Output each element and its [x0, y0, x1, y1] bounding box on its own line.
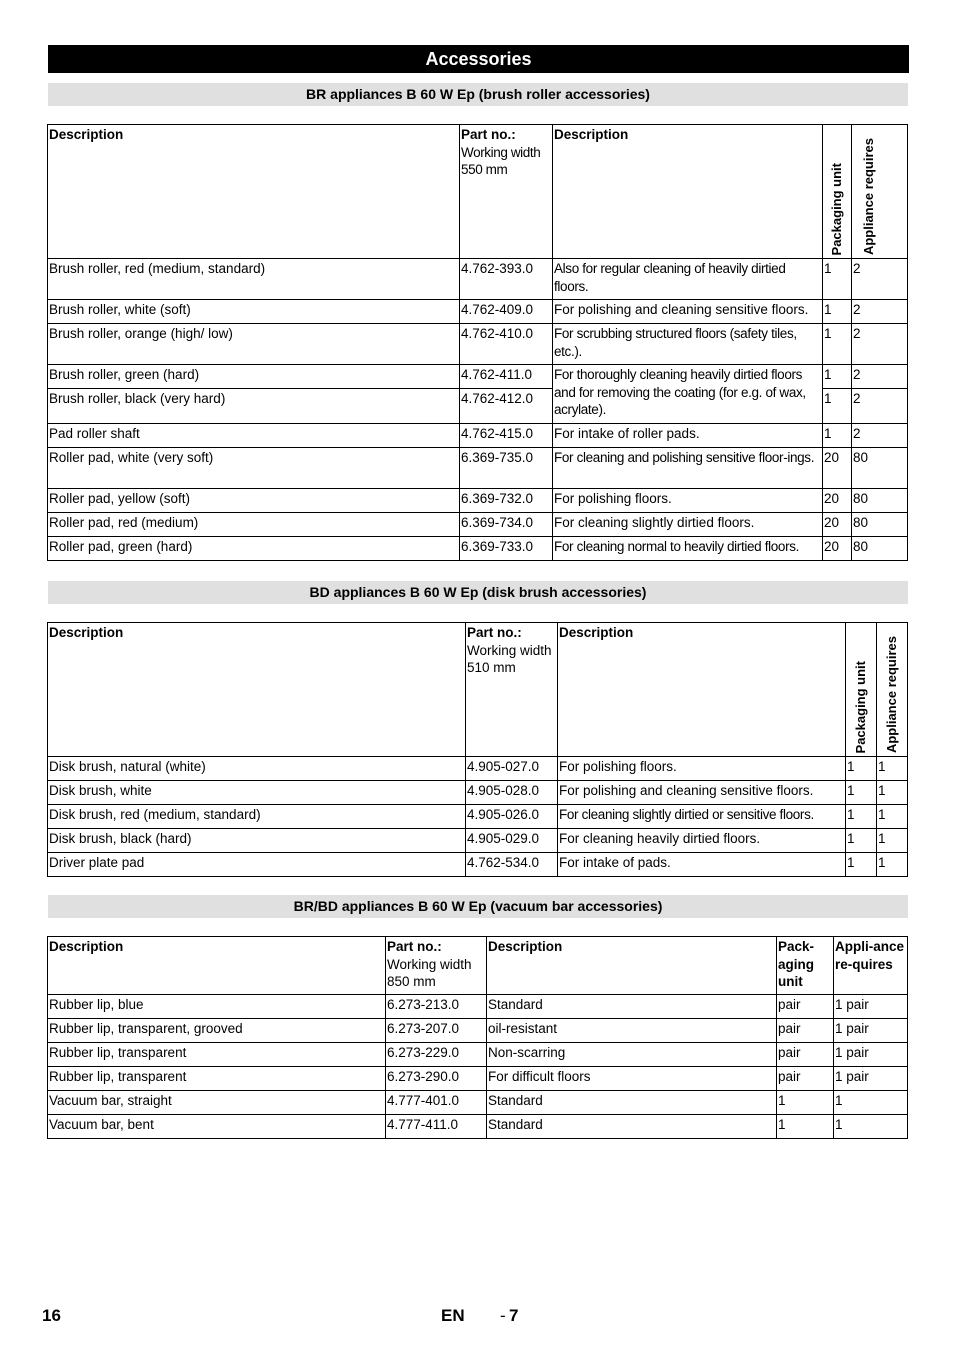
cell-packaging-unit: 1: [823, 324, 852, 365]
cell-usage: For polishing floors.: [558, 757, 846, 781]
cell-packaging-unit: 1: [846, 829, 877, 853]
cell-description: Brush roller, red (medium, standard): [48, 259, 460, 300]
col-description-2: Description: [558, 623, 846, 757]
cell-packaging-unit: 1: [777, 1115, 834, 1139]
col-part-no: Part no.: Working width 850 mm: [386, 937, 487, 995]
footer-dash: -: [500, 1306, 506, 1325]
cell-usage: For cleaning and polishing sensitive floor-ings.: [553, 448, 823, 489]
table-row: [48, 424, 908, 448]
cell-description: Disk brush, red (medium, standard): [48, 805, 466, 829]
cell-packaging-unit: 1: [777, 1091, 834, 1115]
table-row: [48, 365, 908, 389]
cell-description: Vacuum bar, bent: [48, 1115, 386, 1139]
cell-usage: For scrubbing structured floors (safety tiles, etc.).: [553, 324, 823, 365]
cell-part-no: 6.273-290.0: [386, 1067, 487, 1091]
cell-description: Brush roller, black (very hard): [48, 389, 460, 424]
cell-usage: For polishing floors.: [553, 489, 823, 513]
cell-part-no: 4.762-412.0: [460, 389, 553, 424]
cell-packaging-unit: 20: [823, 513, 852, 537]
col-packaging-unit: Pack-aging unit: [777, 937, 834, 995]
table-row: [48, 1067, 908, 1091]
table-header-row: [48, 623, 908, 757]
col-appliance-requires: Appliance requires: [852, 125, 908, 259]
br-accessories-table: [47, 124, 908, 561]
col-packaging-unit: Packaging unit: [846, 623, 877, 757]
section-heading-vacuum: BR/BD appliances B 60 W Ep (vacuum bar accessories): [48, 895, 908, 918]
cell-appliance-requires: 1: [834, 1115, 908, 1139]
cell-usage: oil-resistant: [487, 1019, 777, 1043]
cell-part-no: 6.369-734.0: [460, 513, 553, 537]
cell-description: Brush roller, green (hard): [48, 365, 460, 389]
col-packaging-unit: Packaging unit: [823, 125, 852, 259]
cell-appliance-requires: 2: [852, 424, 908, 448]
bd-accessories-table: [47, 622, 908, 877]
cell-description: Roller pad, green (hard): [48, 537, 460, 561]
cell-usage: For polishing and cleaning sensitive floors.: [558, 781, 846, 805]
cell-packaging-unit: 1: [823, 259, 852, 300]
cell-appliance-requires: 80: [852, 448, 908, 489]
table-row: [48, 1091, 908, 1115]
cell-packaging-unit: pair: [777, 995, 834, 1019]
table-row: [48, 300, 908, 324]
cell-usage: Standard: [487, 1115, 777, 1139]
table-row: [48, 781, 908, 805]
cell-packaging-unit: 1: [823, 300, 852, 324]
cell-appliance-requires: 1 pair: [834, 995, 908, 1019]
col-description-2: Description: [487, 937, 777, 995]
table-row: [48, 805, 908, 829]
section-heading-br: BR appliances B 60 W Ep (brush roller accessories): [48, 83, 908, 106]
cell-appliance-requires: 80: [852, 489, 908, 513]
cell-description: Driver plate pad: [48, 853, 466, 877]
cell-part-no: 4.762-415.0: [460, 424, 553, 448]
table-row: [48, 995, 908, 1019]
cell-usage: For polishing and cleaning sensitive floors.: [553, 300, 823, 324]
cell-description: Rubber lip, transparent: [48, 1067, 386, 1091]
col-description: Description: [48, 125, 460, 259]
cell-part-no: 4.905-029.0: [466, 829, 558, 853]
language-code: EN: [441, 1306, 465, 1325]
cell-part-no: 4.905-027.0: [466, 757, 558, 781]
cell-description: Roller pad, white (very soft): [48, 448, 460, 489]
cell-usage: For thoroughly cleaning heavily dirtied floors and for removing the coating (for e.g. of wax, acrylate).: [553, 365, 823, 424]
cell-part-no: 4.762-410.0: [460, 324, 553, 365]
page-title: Accessories: [48, 45, 909, 73]
col-appliance-requires: Appli-ance re-quires: [834, 937, 908, 995]
section-heading-bd: BD appliances B 60 W Ep (disk brush accessories): [48, 581, 908, 604]
cell-part-no: 6.369-733.0: [460, 537, 553, 561]
cell-appliance-requires: 1: [877, 781, 908, 805]
table-row: [48, 829, 908, 853]
cell-description: Brush roller, white (soft): [48, 300, 460, 324]
cell-part-no: 4.777-401.0: [386, 1091, 487, 1115]
cell-description: Brush roller, orange (high/ low): [48, 324, 460, 365]
page-number: 16: [42, 1306, 61, 1325]
cell-usage: For cleaning slightly dirtied or sensitive floors.: [558, 805, 846, 829]
cell-part-no: 6.273-229.0: [386, 1043, 487, 1067]
cell-packaging-unit: pair: [777, 1043, 834, 1067]
cell-appliance-requires: 80: [852, 537, 908, 561]
cell-part-no: 6.369-735.0: [460, 448, 553, 489]
cell-packaging-unit: 1: [846, 853, 877, 877]
col-part-no: Part no.: Working width 550 mm: [460, 125, 553, 259]
cell-usage: Non-scarring: [487, 1043, 777, 1067]
col-appliance-requires: Appliance requires: [877, 623, 908, 757]
cell-description: Roller pad, yellow (soft): [48, 489, 460, 513]
col-description-2: Description: [553, 125, 823, 259]
sub-page-number: 7: [509, 1306, 519, 1325]
cell-description: Pad roller shaft: [48, 424, 460, 448]
table-row: [48, 537, 908, 561]
cell-usage: Standard: [487, 1091, 777, 1115]
cell-packaging-unit: 20: [823, 489, 852, 513]
cell-part-no: 4.762-393.0: [460, 259, 553, 300]
cell-part-no: 6.369-732.0: [460, 489, 553, 513]
cell-description: Vacuum bar, straight: [48, 1091, 386, 1115]
col-description: Description: [48, 937, 386, 995]
cell-packaging-unit: pair: [777, 1019, 834, 1043]
cell-part-no: 4.762-409.0: [460, 300, 553, 324]
cell-usage: For intake of pads.: [558, 853, 846, 877]
table-row: [48, 1043, 908, 1067]
cell-usage: For intake of roller pads.: [553, 424, 823, 448]
cell-appliance-requires: 2: [852, 365, 908, 389]
cell-usage: Standard: [487, 995, 777, 1019]
cell-appliance-requires: 1: [877, 853, 908, 877]
cell-packaging-unit: 1: [823, 389, 852, 424]
cell-usage: Also for regular cleaning of heavily dirtied floors.: [553, 259, 823, 300]
cell-appliance-requires: 2: [852, 259, 908, 300]
cell-description: Rubber lip, transparent: [48, 1043, 386, 1067]
cell-packaging-unit: 20: [823, 537, 852, 561]
table-row: [48, 853, 908, 877]
cell-usage: For cleaning normal to heavily dirtied floors.: [553, 537, 823, 561]
table-body: [48, 757, 908, 877]
cell-packaging-unit: 1: [846, 757, 877, 781]
cell-appliance-requires: 1 pair: [834, 1043, 908, 1067]
col-part-no: Part no.: Working width 510 mm: [466, 623, 558, 757]
cell-appliance-requires: 1 pair: [834, 1067, 908, 1091]
cell-appliance-requires: 1: [834, 1091, 908, 1115]
cell-packaging-unit: pair: [777, 1067, 834, 1091]
vacuum-accessories-table: [47, 936, 908, 1139]
cell-usage: For cleaning heavily dirtied floors.: [558, 829, 846, 853]
table-row: [48, 513, 908, 537]
cell-packaging-unit: 1: [823, 365, 852, 389]
table-header-row: [48, 937, 908, 995]
cell-appliance-requires: 1: [877, 805, 908, 829]
cell-packaging-unit: 20: [823, 448, 852, 489]
cell-description: Roller pad, red (medium): [48, 513, 460, 537]
cell-description: Disk brush, black (hard): [48, 829, 466, 853]
table-body: [48, 259, 908, 561]
cell-appliance-requires: 1: [877, 829, 908, 853]
cell-usage: For difficult floors: [487, 1067, 777, 1091]
cell-description: Disk brush, natural (white): [48, 757, 466, 781]
table-row: [48, 1115, 908, 1139]
table-row: [48, 448, 908, 489]
cell-part-no: 4.905-028.0: [466, 781, 558, 805]
cell-packaging-unit: 1: [823, 424, 852, 448]
table-body: [48, 995, 908, 1139]
cell-packaging-unit: 1: [846, 781, 877, 805]
cell-part-no: 4.762-411.0: [460, 365, 553, 389]
table-header-row: [48, 125, 908, 259]
table-row: [48, 757, 908, 781]
cell-packaging-unit: 1: [846, 805, 877, 829]
cell-description: Rubber lip, transparent, grooved: [48, 1019, 386, 1043]
table-row: [48, 489, 908, 513]
cell-description: Rubber lip, blue: [48, 995, 386, 1019]
cell-appliance-requires: 2: [852, 389, 908, 424]
col-description: Description: [48, 623, 466, 757]
cell-part-no: 6.273-213.0: [386, 995, 487, 1019]
cell-appliance-requires: 1 pair: [834, 1019, 908, 1043]
cell-appliance-requires: 80: [852, 513, 908, 537]
cell-appliance-requires: 2: [852, 324, 908, 365]
cell-appliance-requires: 2: [852, 300, 908, 324]
cell-part-no: 6.273-207.0: [386, 1019, 487, 1043]
cell-usage: For cleaning slightly dirtied floors.: [553, 513, 823, 537]
table-row: [48, 259, 908, 300]
cell-part-no: 4.777-411.0: [386, 1115, 487, 1139]
table-row: [48, 1019, 908, 1043]
cell-description: Disk brush, white: [48, 781, 466, 805]
cell-appliance-requires: 1: [877, 757, 908, 781]
cell-part-no: 4.762-534.0: [466, 853, 558, 877]
table-row: [48, 324, 908, 365]
cell-part-no: 4.905-026.0: [466, 805, 558, 829]
